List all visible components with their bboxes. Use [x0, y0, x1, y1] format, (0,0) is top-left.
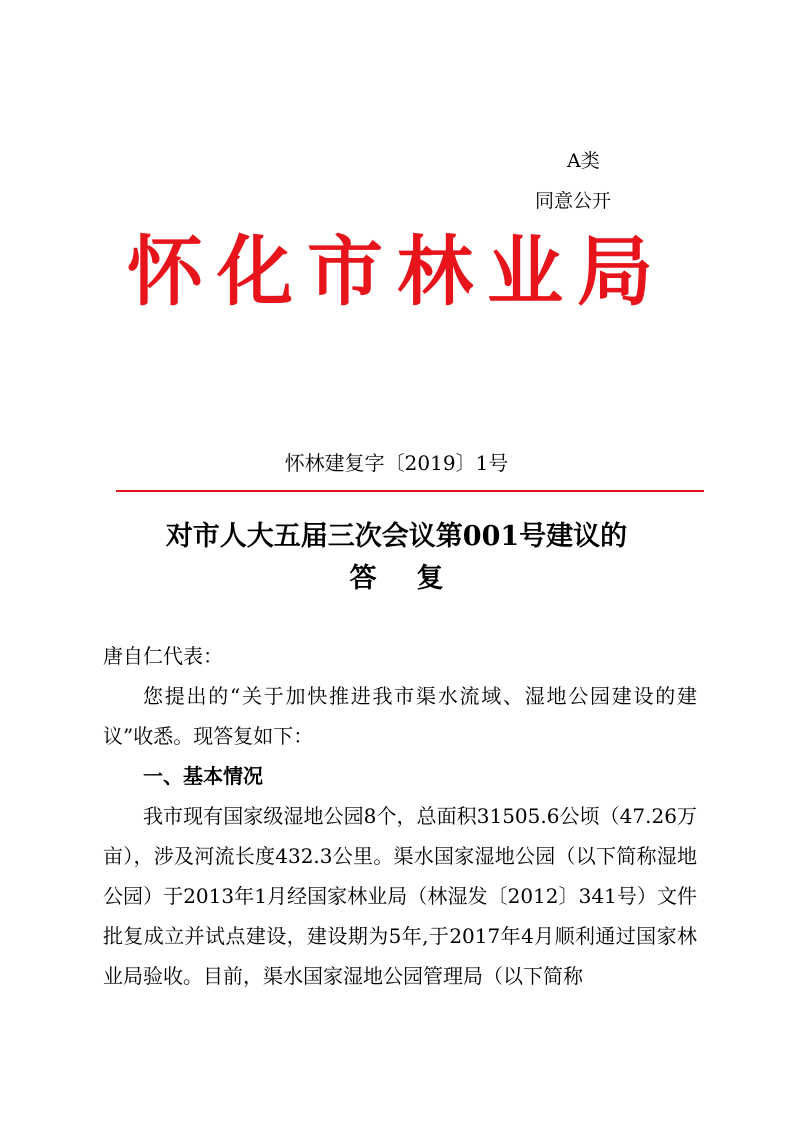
organization-header: 怀化市林业局 [127, 227, 667, 316]
salutation: 唐自仁代表： [103, 644, 223, 668]
title-line-2: 答复 [349, 563, 484, 594]
red-divider-line [116, 490, 704, 492]
section-paragraph-basic-situation: 我市现有国家级湿地公园8个，总面积31505.6公顷（47.26万亩），涉及河流长度432.3公里。渠水国家湿地公园（以下简称湿地公园）于2013年1月经国家林业局（林湿发〔2012〕341号）文件批复成立并试点建设，建设期为5年,于2017年4月顺利通过国家林业局验收。目前，渠水国家湿地公园管理局（以下简称 [103, 804, 697, 988]
classification-label: A类 [567, 150, 600, 172]
title-line-1: 对市人大五届三次会议第001号建议的 [165, 521, 628, 552]
document-number: 怀林建复字〔2019〕1号 [284, 451, 509, 475]
intro-paragraph: 您提出的“关于加快推进我市渠水流域、湿地公园建设的建议”收悉。现答复如下： [103, 684, 697, 748]
document-body [103, 636, 697, 996]
section-heading-basic-situation: 一、基本情况 [143, 764, 263, 788]
disclosure-label: 同意公开 [535, 190, 612, 212]
document-title [0, 516, 793, 600]
